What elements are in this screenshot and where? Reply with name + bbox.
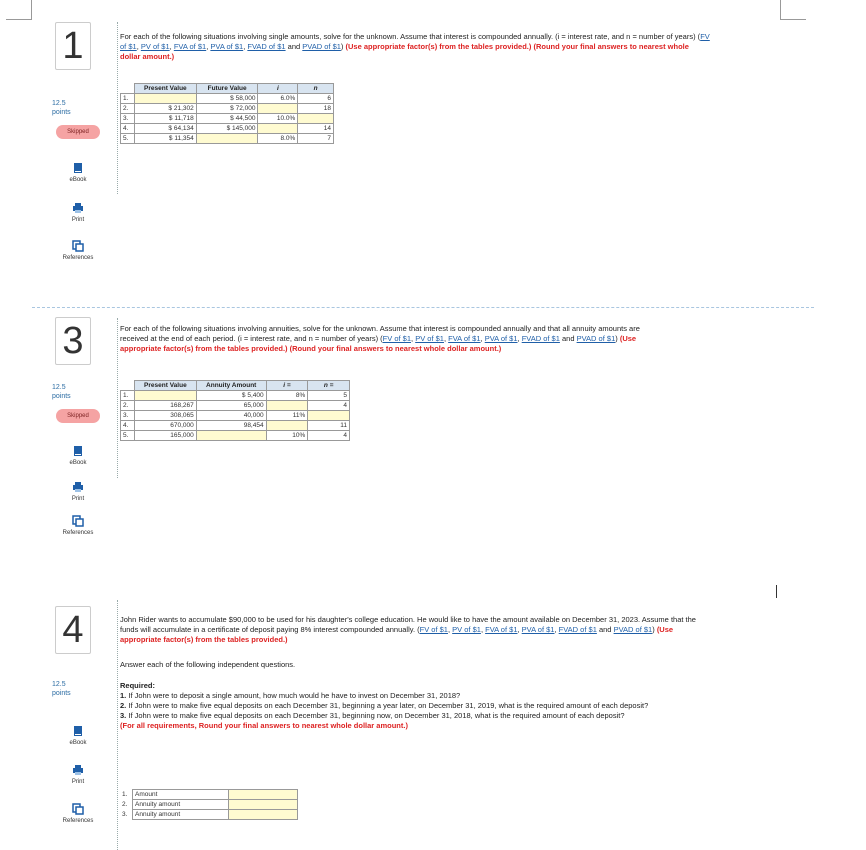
table-row bbox=[120, 810, 298, 820]
answer-each-text: Answer each of the following independent questions. bbox=[120, 660, 296, 669]
question-instruction: (Use appropriate factor(s) from the tables provided.) (Round your final answers to nearest whole dollar amount.) bbox=[120, 42, 689, 61]
ebook-icon bbox=[73, 725, 83, 737]
link-conjunction: and bbox=[598, 625, 612, 634]
table-cell: 98,454 bbox=[196, 421, 266, 431]
link-pvad[interactable]: PVAD of $1 bbox=[613, 625, 653, 634]
row-number: 4. bbox=[121, 421, 135, 431]
table-row bbox=[121, 94, 334, 104]
interest-rate-input[interactable] bbox=[258, 124, 298, 134]
annuities-table bbox=[120, 380, 350, 441]
link-close: ) bbox=[652, 625, 655, 634]
points-label: points bbox=[52, 690, 71, 697]
table-cell: $ 58,000 bbox=[196, 94, 258, 104]
requirement-number: 2. bbox=[120, 701, 127, 710]
annuity-amount-input[interactable] bbox=[229, 810, 298, 820]
ebook-button[interactable] bbox=[56, 162, 100, 183]
question-instruction: (Use appropriate factor(s) from the tables provided.) (Round your final answers to nearest whole dollar amount.) bbox=[120, 334, 637, 353]
table-cell: 65,000 bbox=[196, 401, 266, 411]
table-header-row bbox=[121, 84, 334, 94]
annuity-amount-input[interactable] bbox=[196, 431, 266, 441]
row-number: 5. bbox=[121, 134, 135, 144]
table-header: Future Value bbox=[196, 84, 258, 94]
requirement-item bbox=[120, 701, 710, 711]
table-cell: $ 5,400 bbox=[196, 391, 266, 401]
years-input[interactable] bbox=[298, 114, 334, 124]
table-cell: 5 bbox=[308, 391, 350, 401]
table-cell: $ 11,718 bbox=[134, 114, 196, 124]
link-fv[interactable]: FV of $1 bbox=[120, 32, 710, 51]
link-fva[interactable]: FVA of $1 bbox=[485, 625, 518, 634]
row-number: 4. bbox=[121, 124, 135, 134]
table-cell: 670,000 bbox=[134, 421, 196, 431]
single-amounts-table bbox=[120, 83, 334, 144]
print-icon bbox=[72, 481, 84, 493]
answer-label: Amount bbox=[133, 790, 229, 800]
table-cell: $ 64,134 bbox=[134, 124, 196, 134]
question-number: 4 bbox=[55, 606, 91, 654]
link-pv[interactable]: PV of $1 bbox=[415, 334, 444, 343]
points-value: 12.5 bbox=[52, 100, 66, 107]
table-header: n = bbox=[308, 381, 350, 391]
references-button[interactable] bbox=[56, 515, 100, 536]
required-title: Required: bbox=[120, 681, 156, 690]
print-label: Print bbox=[71, 217, 85, 223]
table-header: i bbox=[258, 84, 298, 94]
table-cell: 14 bbox=[298, 124, 334, 134]
ebook-label: eBook bbox=[69, 177, 87, 183]
question-3-divider bbox=[117, 318, 118, 478]
points-label: points bbox=[52, 393, 71, 400]
table-row bbox=[121, 421, 350, 431]
present-value-input[interactable] bbox=[134, 94, 196, 104]
table-row bbox=[121, 431, 350, 441]
question-4-divider bbox=[117, 600, 118, 850]
link-pva[interactable]: PVA of $1 bbox=[484, 334, 518, 343]
table-cell: 10% bbox=[266, 431, 308, 441]
future-value-input[interactable] bbox=[196, 134, 258, 144]
answer-label: Annuity amount bbox=[133, 800, 229, 810]
requirements-block bbox=[120, 681, 710, 731]
question-instruction: (Use appropriate factor(s) from the tables provided.) bbox=[120, 625, 674, 644]
link-close: ) bbox=[615, 334, 618, 343]
question-prompt: For each of the following situations involving single amounts, solve for the unknown. Assume that interest is compounded annually. (i = interest rate, and n = number of years) ( bbox=[120, 32, 701, 41]
page-corner-mark-right bbox=[780, 0, 806, 20]
row-number: 3. bbox=[121, 114, 135, 124]
references-button[interactable] bbox=[56, 240, 100, 261]
row-number: 2. bbox=[122, 801, 128, 808]
print-button[interactable] bbox=[56, 764, 100, 785]
answer-label: Annuity amount bbox=[133, 810, 229, 820]
question-points bbox=[52, 99, 71, 117]
requirement-item bbox=[120, 691, 710, 701]
requirement-item bbox=[120, 711, 710, 721]
print-icon bbox=[72, 764, 84, 776]
john-rider-answer-table bbox=[120, 789, 298, 820]
table-header bbox=[121, 381, 135, 391]
table-cell: 165,000 bbox=[134, 431, 196, 441]
table-cell: 4 bbox=[308, 401, 350, 411]
table-cell: 11 bbox=[308, 421, 350, 431]
references-icon bbox=[72, 240, 84, 252]
table-header: n bbox=[298, 84, 334, 94]
table-row bbox=[121, 134, 334, 144]
table-row bbox=[121, 124, 334, 134]
table-cell: 6.0% bbox=[258, 94, 298, 104]
references-button[interactable] bbox=[56, 803, 100, 824]
link-pvad[interactable]: PVAD of $1 bbox=[302, 42, 341, 51]
link-pv[interactable]: PV of $1 bbox=[452, 625, 481, 634]
requirement-text: If John were to deposit a single amount, how much would he have to invest on December 31, 2018? bbox=[128, 691, 461, 700]
table-header-row bbox=[121, 381, 350, 391]
interest-rate-input[interactable] bbox=[266, 421, 308, 431]
table-header bbox=[121, 84, 135, 94]
question-points bbox=[52, 383, 71, 401]
print-label: Print bbox=[71, 779, 85, 785]
interest-rate-input[interactable] bbox=[258, 104, 298, 114]
link-close: ) bbox=[340, 42, 344, 51]
table-header: Present Value bbox=[134, 84, 196, 94]
points-label: points bbox=[52, 109, 71, 116]
requirement-number: 1. bbox=[120, 691, 127, 700]
question-prompt: For each of the following situations involving annuities, solve for the unknown. Assume that interest is compounded annually and that all annuity amounts are received at the end of each period. (i = interest rate, and n = number of years) ( bbox=[120, 324, 640, 343]
table-header: Present Value bbox=[134, 381, 196, 391]
table-row bbox=[120, 800, 298, 810]
present-value-input[interactable] bbox=[134, 391, 196, 401]
table-header: Annuity Amount bbox=[196, 381, 266, 391]
references-icon bbox=[72, 515, 84, 527]
table-cell: 10.0% bbox=[258, 114, 298, 124]
print-label: Print bbox=[71, 496, 85, 502]
table-cell: 168,267 bbox=[134, 401, 196, 411]
link-fv[interactable]: FV of $1 bbox=[382, 334, 412, 343]
question-prompt: John Rider wants to accumulate $90,000 to be used for his daughter's college education. He would like to have the amount available on December 31, 2023. Assume that the funds will accumulate in a certificate of deposit paying 8% interest compounded annually. ( bbox=[120, 615, 696, 634]
table-cell: 11% bbox=[266, 411, 308, 421]
question-number: 1 bbox=[55, 22, 91, 70]
round-note: (For all requirements, Round your final answers to nearest whole dollar amount.) bbox=[120, 721, 408, 730]
link-fvad[interactable]: FVAD of $1 bbox=[247, 42, 286, 51]
table-cell: 4 bbox=[308, 431, 350, 441]
table-cell: $ 145,000 bbox=[196, 124, 258, 134]
print-button[interactable] bbox=[56, 481, 100, 502]
row-number: 2. bbox=[121, 104, 135, 114]
row-number: 1. bbox=[121, 94, 135, 104]
table-row bbox=[121, 104, 334, 114]
question-text: For each of the following situations involving annuities, solve for the unknown. Assume that interest is compounded annually and that all annuity amounts are received at the end of each period. (i = interest rate, and n = number of years) (FV of $1, PV of $1, FVA of $1, PVA of $1, FVAD of $1 and PVAD of $1) (Use appropriate factor(s) from the tables provided.) (Round your final answers to nearest whole dollar amount.) bbox=[120, 324, 640, 353]
question-separator bbox=[32, 307, 814, 308]
references-label: References bbox=[62, 530, 94, 536]
link-fv[interactable]: FV of $1 bbox=[419, 625, 448, 634]
link-pva[interactable]: PVA of $1 bbox=[521, 625, 555, 634]
question-points bbox=[52, 680, 71, 698]
table-cell: $ 21,302 bbox=[134, 104, 196, 114]
table-row bbox=[121, 401, 350, 411]
link-fva[interactable]: FVA of $1 bbox=[173, 42, 207, 51]
ebook-button[interactable] bbox=[56, 725, 100, 746]
row-number: 3. bbox=[121, 411, 135, 421]
table-cell: 8.0% bbox=[258, 134, 298, 144]
table-cell: 308,065 bbox=[134, 411, 196, 421]
link-fvad[interactable]: FVAD of $1 bbox=[521, 334, 560, 343]
years-input[interactable] bbox=[308, 411, 350, 421]
status-badge: Skipped bbox=[56, 125, 100, 139]
page-corner-mark-left bbox=[6, 0, 32, 20]
ebook-label: eBook bbox=[69, 740, 87, 746]
row-number: 3. bbox=[122, 811, 128, 818]
link-pv[interactable]: PV of $1 bbox=[140, 42, 170, 51]
question-text: John Rider wants to accumulate $90,000 to be used for his daughter's college education. He would like to have the amount available on December 31, 2023. Assume that the funds will accumulate in a certificate of deposit paying 8% interest compounded annually. (FV of $1, PV of $1, FVA of $1, PVA of $1, FVAD of $1 and PVAD of $1) (Use appropriate factor(s) from the tables provided.) bbox=[120, 615, 696, 644]
row-number: 5. bbox=[121, 431, 135, 441]
row-number: 1. bbox=[122, 791, 128, 798]
table-cell: 40,000 bbox=[196, 411, 266, 421]
requirement-text: If John were to make five equal deposits on each December 31, beginning a year later, on December 31, 2019, what is the required amount of each deposit? bbox=[128, 701, 649, 710]
annuity-amount-input[interactable] bbox=[229, 800, 298, 810]
interest-rate-input[interactable] bbox=[266, 401, 308, 411]
text-cursor-mark bbox=[776, 585, 777, 598]
ebook-button[interactable] bbox=[56, 445, 100, 466]
amount-input[interactable] bbox=[229, 790, 298, 800]
row-number: 1. bbox=[121, 391, 135, 401]
points-value: 12.5 bbox=[52, 384, 66, 391]
question-number: 3 bbox=[55, 317, 91, 365]
question-text: For each of the following situations involving single amounts, solve for the unknown. Assume that interest is compounded annually. (i = interest rate, and n = number of years) (FV of $1, PV of $1, FVA of $1, PVA of $1, FVAD of $1 and PVAD of $1) (Use appropriate factor(s) from the tables provided.) (Round your final answers to nearest whole dollar amount.) bbox=[120, 32, 710, 61]
table-cell: 18 bbox=[298, 104, 334, 114]
table-cell: 7 bbox=[298, 134, 334, 144]
requirement-number: 3. bbox=[120, 711, 127, 720]
link-pvad[interactable]: PVAD of $1 bbox=[576, 334, 616, 343]
table-cell: 6 bbox=[298, 94, 334, 104]
table-cell: $ 11,354 bbox=[134, 134, 196, 144]
ebook-icon bbox=[73, 445, 83, 457]
ebook-icon bbox=[73, 162, 83, 174]
requirement-text: If John were to make five equal deposits on each December 31, beginning now, on December 31, 2018, what is the required amount of each deposit? bbox=[128, 711, 625, 720]
table-header: i = bbox=[266, 381, 308, 391]
row-number: 2. bbox=[121, 401, 135, 411]
link-conjunction: and bbox=[287, 42, 301, 51]
table-cell: 8% bbox=[266, 391, 308, 401]
print-button[interactable] bbox=[56, 202, 100, 223]
link-fva[interactable]: FVA of $1 bbox=[448, 334, 481, 343]
print-icon bbox=[72, 202, 84, 214]
status-badge: Skipped bbox=[56, 409, 100, 423]
table-row bbox=[121, 411, 350, 421]
question-1-divider bbox=[117, 22, 118, 194]
table-row bbox=[121, 391, 350, 401]
points-value: 12.5 bbox=[52, 681, 66, 688]
link-conjunction: and bbox=[562, 334, 575, 343]
table-cell: $ 44,500 bbox=[196, 114, 258, 124]
table-row bbox=[120, 790, 298, 800]
table-cell: $ 72,000 bbox=[196, 104, 258, 114]
link-fvad[interactable]: FVAD of $1 bbox=[558, 625, 597, 634]
table-row bbox=[121, 114, 334, 124]
references-label: References bbox=[62, 255, 94, 261]
references-label: References bbox=[62, 818, 94, 824]
references-icon bbox=[72, 803, 84, 815]
ebook-label: eBook bbox=[69, 460, 87, 466]
link-pva[interactable]: PVA of $1 bbox=[210, 42, 244, 51]
